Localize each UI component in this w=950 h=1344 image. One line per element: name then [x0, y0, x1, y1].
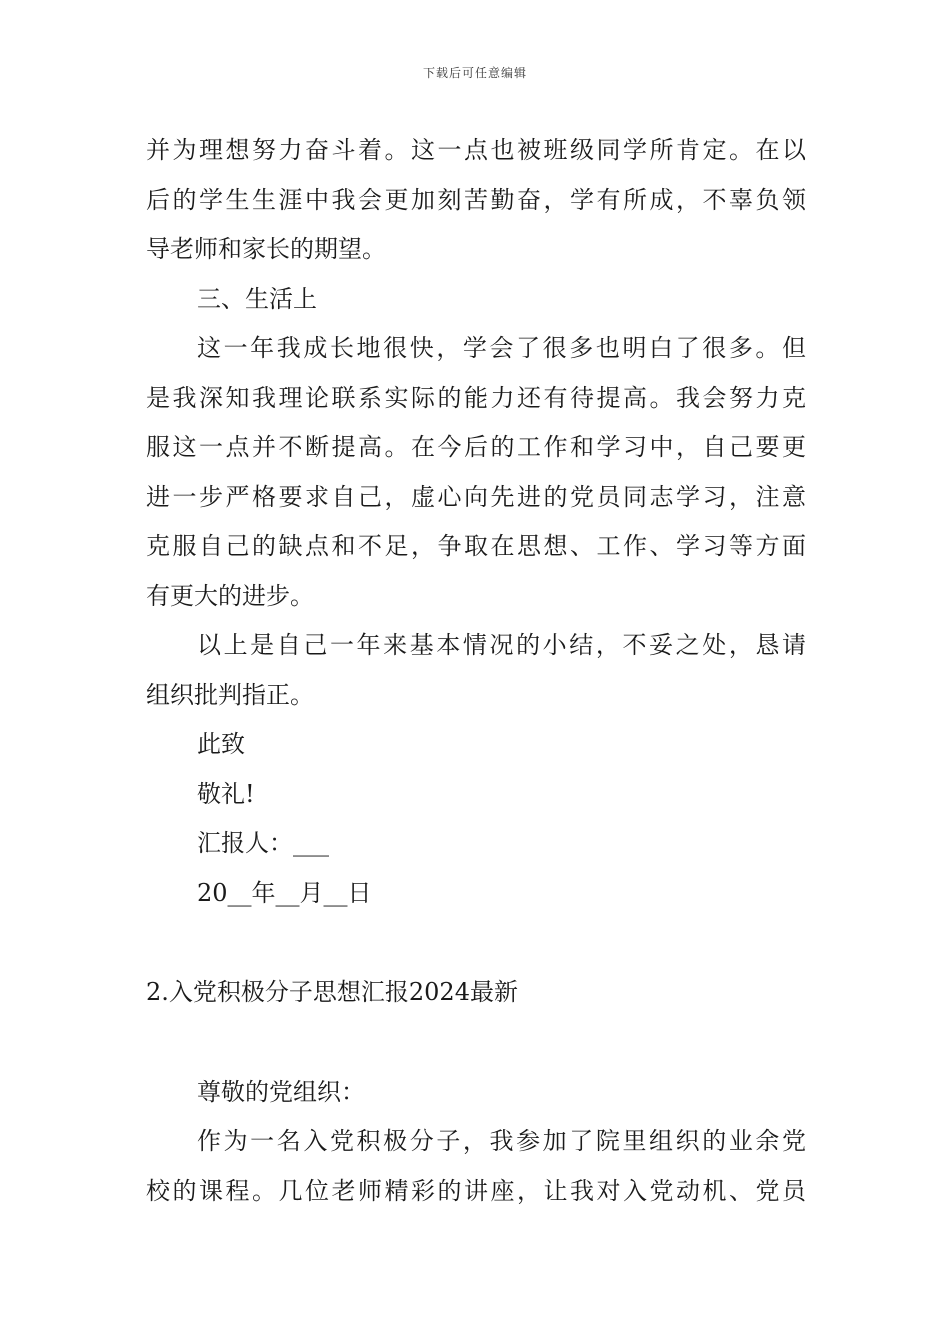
- text-line: 这一年我成长地很快，学会了很多也明白了很多。但: [197, 334, 806, 362]
- text-line: 是我深知我理论联系实际的能力还有待提高。我会努力克: [146, 383, 806, 412]
- spacer: [146, 1018, 806, 1068]
- section-heading: 2.入党积极分子思想汇报2024最新: [146, 978, 518, 1006]
- text-line: 服这一点并不断提高。在今后的工作和学习中，自己要更: [146, 433, 806, 461]
- text-line: 作为一名入党积极分子，我参加了院里组织的业余党: [197, 1127, 806, 1155]
- document-body: [146, 126, 806, 1216]
- text-line: 以上是自己一年来基本情况的小结，不妥之处，恳请: [197, 631, 806, 659]
- report-date: 20__年__月__日: [197, 878, 372, 907]
- text-line: 校的课程。几位老师精彩的讲座，让我对入党动机、党员: [146, 1176, 806, 1205]
- salutation: 尊敬的党组织：: [197, 1077, 365, 1106]
- paragraph-academic-end: [146, 126, 806, 275]
- text-line: 有更大的进步。: [146, 581, 314, 610]
- paragraph-summary: [146, 621, 806, 720]
- page-header: 下载后可任意编辑: [422, 66, 527, 80]
- closing-regards: 敬礼!: [197, 779, 255, 808]
- section-title-life: 三、生活上: [197, 284, 317, 313]
- text-line: 并为理想努力奋斗着。这一点也被班级同学所肯定。在以: [146, 136, 806, 164]
- text-line: 克服自己的缺点和不足，争取在思想、工作、学习等方面: [146, 532, 806, 560]
- paragraph-intro: [146, 1117, 806, 1216]
- text-line: 组织批判指正。: [146, 680, 314, 709]
- paragraph-life: [146, 324, 806, 621]
- closing-salute: 此致: [197, 730, 245, 758]
- text-line: 导老师和家长的期望。: [146, 235, 386, 263]
- reporter-signature: 汇报人：___: [197, 829, 329, 857]
- text-line: 后的学生生涯中我会更加刻苦勤奋，学有所成，不辜负领: [146, 185, 806, 214]
- text-line: 进一步严格要求自己，虚心向先进的党员同志学习，注意: [146, 482, 806, 511]
